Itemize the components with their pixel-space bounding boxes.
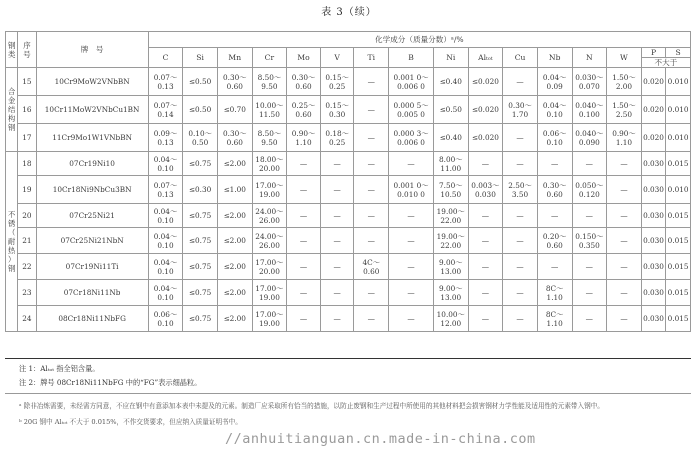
cell-mo: —: [287, 204, 321, 228]
cell-n: 0.040～ 0.100: [572, 96, 607, 124]
row-number: 22: [18, 254, 36, 280]
cell-n: —: [572, 280, 607, 306]
cell-si: ≤0.75: [183, 228, 218, 254]
note-1: 注 1：Alₜₒₜ 指全铝含量。: [19, 364, 100, 373]
cell-v: —: [320, 306, 354, 332]
cell-v: —: [320, 152, 354, 176]
header-element-11: Nb: [537, 48, 572, 68]
cell-nb: —: [537, 152, 572, 176]
cell-ti: —: [354, 280, 389, 306]
header-element-9: Alₜₒₜ: [468, 48, 503, 68]
cell-c: 0.07～ 0.14: [148, 96, 183, 124]
cell-n: 0.150～ 0.350: [572, 228, 607, 254]
cell-v: 0.15～ 0.25: [320, 68, 354, 96]
table-row: [6, 96, 691, 124]
cell-mn: ≤2.00: [217, 152, 252, 176]
footnotes: [5, 395, 691, 430]
cell-mn: ≤2.00: [217, 280, 252, 306]
row-number: 16: [18, 96, 36, 124]
header-seq-text: 序 号: [23, 40, 31, 59]
header-seq: [18, 32, 36, 68]
cell-b: —: [389, 254, 434, 280]
cell-cu: —: [503, 152, 538, 176]
cell-s: 0.015: [666, 204, 691, 228]
cell-s: 0.010: [666, 96, 691, 124]
cell-c: 0.06～ 0.10: [148, 306, 183, 332]
cell-cr: 8.50～ 9.50: [252, 68, 287, 96]
header-element-6: Ti: [354, 48, 389, 68]
cell-s: 0.015: [666, 254, 691, 280]
row-number: 18: [18, 152, 36, 176]
header-element-1: Si: [183, 48, 218, 68]
cell-ti: —: [354, 228, 389, 254]
cell-c: 0.04～ 0.10: [148, 152, 183, 176]
header-element-3: Cr: [252, 48, 287, 68]
cell-si: ≤0.75: [183, 306, 218, 332]
cell-cr: 18.00～ 20.00: [252, 152, 287, 176]
steel-grade: 07Cr19Ni10: [36, 152, 148, 176]
cell-n: 0.050～ 0.120: [572, 176, 607, 204]
cell-v: 0.15～ 0.30: [320, 96, 354, 124]
cell-nb: —: [537, 254, 572, 280]
note-2: 注 2：牌号 08Cr18Ni11NbFG 中的“FG”表示细晶粒。: [19, 378, 202, 387]
steel-grade: 10Cr11MoW2VNbCu1BN: [36, 96, 148, 124]
footnote-a: ᵃ 除非冶炼需要，未经需方同意，不应在钢中有意添加本表中未提及的元素。制造厂应采取所有恰当的措施，以防止废钢和生产过程中所使用的其他材料把会损害钢材力学性能及适用性的元素带入钢中。: [19, 402, 604, 410]
header-element-8: Ni: [433, 48, 468, 68]
cell-mn: 0.30～ 0.60: [217, 124, 252, 152]
cell-mn: ≤2.00: [217, 306, 252, 332]
cell-p: 0.030: [641, 204, 665, 228]
cell-n: 0.030～ 0.070: [572, 68, 607, 96]
cell-v: 0.18～ 0.25: [320, 124, 354, 152]
cell-si: 0.10～ 0.50: [183, 124, 218, 152]
cell-si: ≤0.75: [183, 152, 218, 176]
cell-al: —: [468, 204, 503, 228]
table-row: [6, 306, 691, 332]
steel-grade: 07Cr25Ni21NbN: [36, 228, 148, 254]
cell-mn: 0.30～ 0.60: [217, 68, 252, 96]
category-alloy-structural-steel: 合 金 结 构 钢: [6, 68, 18, 152]
header-category: [6, 32, 18, 68]
watermark: //anhuitianguan.cn.made-in-china.com: [225, 431, 536, 447]
cell-mo: 0.25～ 0.60: [287, 96, 321, 124]
row-number: 21: [18, 228, 36, 254]
cell-al: —: [468, 228, 503, 254]
cell-cu: —: [503, 124, 538, 152]
cell-mn: ≤2.00: [217, 204, 252, 228]
cell-cr: 24.00～ 26.00: [252, 204, 287, 228]
cell-w: —: [607, 152, 642, 176]
cell-mo: —: [287, 280, 321, 306]
table-row: [6, 280, 691, 306]
steel-grade: 10Cr9MoW2VNbBN: [36, 68, 148, 96]
cell-b: —: [389, 204, 434, 228]
cell-w: —: [607, 306, 642, 332]
cell-nb: 0.20～ 0.60: [537, 228, 572, 254]
table-row: [6, 254, 691, 280]
cell-cu: —: [503, 254, 538, 280]
cell-ti: —: [354, 306, 389, 332]
cell-p: 0.030: [641, 306, 665, 332]
header-element-5: V: [320, 48, 354, 68]
table-row: [6, 228, 691, 254]
header-element-7: B: [389, 48, 434, 68]
cell-n: —: [572, 152, 607, 176]
cell-cu: 0.30～ 1.70: [503, 96, 538, 124]
cell-cu: —: [503, 228, 538, 254]
row-number: 17: [18, 124, 36, 152]
cell-ti: —: [354, 152, 389, 176]
cell-nb: —: [537, 204, 572, 228]
cell-c: 0.07～ 0.13: [148, 176, 183, 204]
cell-cr: 17.00～ 20.00: [252, 254, 287, 280]
row-number: 15: [18, 68, 36, 96]
row-number: 23: [18, 280, 36, 306]
header-element-4: Mo: [287, 48, 321, 68]
table-row: [6, 124, 691, 152]
cell-al: ≤0.020: [468, 68, 503, 96]
cell-ti: —: [354, 176, 389, 204]
cell-nb: 0.04～ 0.09: [537, 68, 572, 96]
header-chem-composition: 化学成分（质量分数）ᵃ/%: [148, 32, 690, 48]
cell-c: 0.04～ 0.10: [148, 228, 183, 254]
cell-b: —: [389, 280, 434, 306]
cell-ti: —: [354, 204, 389, 228]
steel-grade: 07Cr25Ni21: [36, 204, 148, 228]
steel-grade: 07Cr18Ni11Nb: [36, 280, 148, 306]
table-row: [6, 152, 691, 176]
cell-nb: 8C～ 1.10: [537, 280, 572, 306]
cell-cr: 10.00～ 11.50: [252, 96, 287, 124]
table-row: [6, 176, 691, 204]
cell-al: —: [468, 280, 503, 306]
cell-w: —: [607, 176, 642, 204]
cell-v: —: [320, 280, 354, 306]
cell-b: 0.000 3～ 0.006 0: [389, 124, 434, 152]
cell-s: 0.015: [666, 280, 691, 306]
cell-si: ≤0.30: [183, 176, 218, 204]
cell-mo: —: [287, 152, 321, 176]
cell-ni: 10.00～ 12.00: [433, 306, 468, 332]
cell-p: 0.030: [641, 254, 665, 280]
header-no-more-than: 不大于: [641, 58, 690, 68]
cell-nb: 0.30～ 0.60: [537, 176, 572, 204]
cell-b: 0.001 0～ 0.006 0: [389, 68, 434, 96]
cell-c: 0.07～ 0.13: [148, 68, 183, 96]
cell-w: —: [607, 254, 642, 280]
notes: [5, 358, 691, 394]
cell-b: —: [389, 228, 434, 254]
cell-c: 0.04～ 0.10: [148, 280, 183, 306]
cell-b: —: [389, 306, 434, 332]
cell-al: —: [468, 152, 503, 176]
table-row: [6, 204, 691, 228]
cell-al: —: [468, 254, 503, 280]
steel-grade: 08Cr18Ni11NbFG: [36, 306, 148, 332]
chemical-composition-table: [5, 31, 691, 332]
cell-v: —: [320, 204, 354, 228]
cell-cr: 17.00～ 19.00: [252, 176, 287, 204]
header-element-13: W: [607, 48, 642, 68]
cell-s: 0.015: [666, 228, 691, 254]
cell-cr: 24.00～ 26.00: [252, 228, 287, 254]
cell-b: 0.001 0～ 0.010 0: [389, 176, 434, 204]
cell-mo: —: [287, 254, 321, 280]
cell-p: 0.030: [641, 280, 665, 306]
cell-w: —: [607, 228, 642, 254]
cell-cu: —: [503, 68, 538, 96]
cell-si: ≤0.50: [183, 96, 218, 124]
row-number: 19: [18, 176, 36, 204]
cell-mo: —: [287, 176, 321, 204]
header-grade: 牌 号: [36, 32, 148, 68]
cell-p: 0.020: [641, 96, 665, 124]
cell-ni: ≤0.40: [433, 124, 468, 152]
header-element-10: Cu: [503, 48, 538, 68]
cell-p: 0.020: [641, 68, 665, 96]
header-category-text: 钢 类: [7, 40, 16, 59]
cell-w: 1.50～ 2.50: [607, 96, 642, 124]
cell-ni: 9.00～ 13.00: [433, 254, 468, 280]
cell-ni: 7.50～ 10.50: [433, 176, 468, 204]
cell-ni: ≤0.50: [433, 96, 468, 124]
cell-ni: 19.00～ 22.00: [433, 204, 468, 228]
cell-n: —: [572, 204, 607, 228]
cell-si: ≤0.75: [183, 204, 218, 228]
header-element-0: C: [148, 48, 183, 68]
cell-ti: —: [354, 96, 389, 124]
header-element-2: Mn: [217, 48, 252, 68]
cell-c: 0.09～ 0.13: [148, 124, 183, 152]
cell-cr: 17.00～ 19.00: [252, 280, 287, 306]
cell-mo: 0.90～ 1.10: [287, 124, 321, 152]
cell-cu: —: [503, 280, 538, 306]
cell-b: —: [389, 152, 434, 176]
cell-ti: —: [354, 124, 389, 152]
cell-b: 0.000 5～ 0.005 0: [389, 96, 434, 124]
cell-p: 0.030: [641, 176, 665, 204]
cell-p: 0.020: [641, 124, 665, 152]
steel-grade: 11Cr9Mo1W1VNbBN: [36, 124, 148, 152]
cell-mo: —: [287, 306, 321, 332]
steel-grade: 10Cr18Ni9NbCu3BN: [36, 176, 148, 204]
cell-mn: ≤2.00: [217, 254, 252, 280]
cell-cr: 8.50～ 9.50: [252, 124, 287, 152]
cell-mo: 0.30～ 0.60: [287, 68, 321, 96]
cell-w: —: [607, 204, 642, 228]
cell-s: 0.015: [666, 306, 691, 332]
cell-si: ≤0.75: [183, 254, 218, 280]
cell-nb: 0.04～ 0.10: [537, 96, 572, 124]
cell-al: 0.003～ 0.030: [468, 176, 503, 204]
cell-c: 0.04～ 0.10: [148, 254, 183, 280]
cell-ni: 19.00～ 22.00: [433, 228, 468, 254]
row-number: 24: [18, 306, 36, 332]
cell-ti: 4C～ 0.60: [354, 254, 389, 280]
cell-mn: ≤1.00: [217, 176, 252, 204]
header-s: S: [666, 48, 691, 58]
cell-al: ≤0.020: [468, 124, 503, 152]
cell-al: —: [468, 306, 503, 332]
cell-w: —: [607, 280, 642, 306]
cell-v: —: [320, 176, 354, 204]
table-title: 表 3（续）: [321, 7, 377, 18]
cell-al: ≤0.020: [468, 96, 503, 124]
header-p: P: [641, 48, 665, 58]
cell-s: 0.010: [666, 124, 691, 152]
cell-s: 0.010: [666, 176, 691, 204]
footnote-b: ᵇ 20G 钢中 Alₜₒₜ 不大于 0.015%，不作交货要求，但应纳入质量证明书中。: [19, 418, 242, 426]
cell-cu: —: [503, 306, 538, 332]
table-row: [6, 68, 691, 96]
cell-ni: 9.00～ 13.00: [433, 280, 468, 306]
cell-ni: 8.00～ 11.00: [433, 152, 468, 176]
cell-p: 0.030: [641, 228, 665, 254]
cell-cu: —: [503, 204, 538, 228]
cell-nb: 8C～ 1.10: [537, 306, 572, 332]
cell-cr: 17.00～ 19.00: [252, 306, 287, 332]
cell-n: —: [572, 306, 607, 332]
cell-w: 1.50～ 2.00: [607, 68, 642, 96]
cell-si: ≤0.75: [183, 280, 218, 306]
cell-s: 0.010: [666, 68, 691, 96]
cell-cu: 2.50～ 3.50: [503, 176, 538, 204]
cell-ni: ≤0.40: [433, 68, 468, 96]
cell-nb: 0.06～ 0.10: [537, 124, 572, 152]
cell-p: 0.030: [641, 152, 665, 176]
cell-mo: —: [287, 228, 321, 254]
cell-c: 0.04～ 0.10: [148, 204, 183, 228]
cell-mn: ≤0.70: [217, 96, 252, 124]
cell-v: —: [320, 228, 354, 254]
cell-mn: ≤2.00: [217, 228, 252, 254]
cell-w: 0.90～ 1.10: [607, 124, 642, 152]
cell-n: 0.040～ 0.090: [572, 124, 607, 152]
cell-ti: —: [354, 68, 389, 96]
cell-si: ≤0.50: [183, 68, 218, 96]
cell-n: —: [572, 254, 607, 280]
cell-v: —: [320, 254, 354, 280]
row-number: 20: [18, 204, 36, 228]
cell-s: 0.015: [666, 152, 691, 176]
steel-grade: 07Cr19Ni11Ti: [36, 254, 148, 280]
header-element-12: N: [572, 48, 607, 68]
category-stainless-heat-resistant-steel: 不 锈 （ 耐 热 ） 钢: [6, 152, 18, 332]
